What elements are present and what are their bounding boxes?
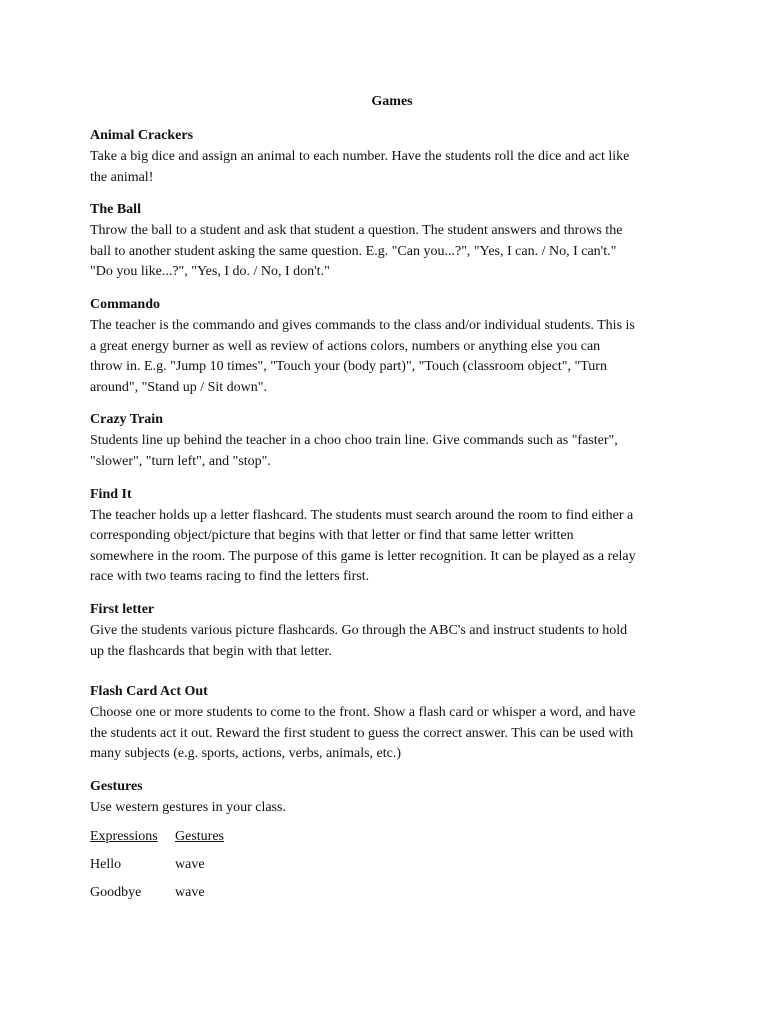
- body-line: "Do you like...?", "Yes, I do. / No, I don't.": [90, 264, 330, 280]
- body-line: corresponding object/picture that begins with that letter or find that same letter written: [90, 528, 574, 544]
- column-header-expressions: Expressions: [90, 829, 158, 845]
- body-line: race with two teams racing to find the letters first.: [90, 569, 370, 585]
- section-heading: Crazy Train: [90, 412, 163, 428]
- section-commando: [90, 296, 690, 398]
- body-line: a great energy burner as well as review of actions colors, numbers or anything else you can: [90, 338, 601, 354]
- table-cell-gesture: wave: [175, 885, 205, 901]
- body-line: throw in. E.g. "Jump 10 times", "Touch your (body part)", "Touch (classroom object", "Turn: [90, 359, 607, 375]
- section-body: [90, 621, 690, 662]
- section-body: [90, 798, 690, 819]
- body-line: the animal!: [90, 169, 154, 185]
- section-body: [90, 316, 690, 398]
- body-line: around", "Stand up / Sit down".: [90, 379, 267, 395]
- section-heading: Gestures: [90, 778, 143, 794]
- section-heading: Find It: [90, 486, 132, 502]
- table-cell-gesture: wave: [175, 857, 205, 873]
- table-header-row: [90, 829, 224, 851]
- table-cell-expression: Hello: [90, 857, 122, 873]
- body-line: Give the students various picture flashcards. Go through the ABC's and instruct students to hold: [90, 622, 628, 638]
- body-line: Choose one or more students to come to the front. Show a flash card or whisper a word, and have: [90, 705, 636, 721]
- body-line: the students act it out. Reward the first student to guess the correct answer. This can be used with: [90, 725, 634, 741]
- table-cell-expression: Goodbye: [90, 885, 142, 901]
- gesture-table: [90, 829, 224, 907]
- section-body: [90, 703, 690, 765]
- section-heading: The Ball: [90, 202, 141, 218]
- section-heading: Flash Card Act Out: [90, 684, 208, 700]
- document-page: [90, 94, 690, 920]
- body-line: somewhere in the room. The purpose of this game is letter recognition. It can be played as a relay: [90, 548, 636, 564]
- section-body: [90, 221, 690, 283]
- section-flash-card-act-out: [90, 683, 690, 765]
- body-line: Use western gestures in your class.: [90, 799, 286, 815]
- section-body: [90, 506, 690, 588]
- column-header-gestures: Gestures: [175, 829, 224, 845]
- section-find-it: [90, 486, 690, 588]
- section-heading: Commando: [90, 296, 161, 312]
- table-row: [90, 879, 224, 907]
- table-row: [90, 851, 224, 879]
- body-line: ball to another student asking the same question. E.g. "Can you...?", "Yes, I can. / No, I can't.": [90, 243, 617, 259]
- section-the-ball: [90, 201, 690, 283]
- body-line: up the flashcards that begin with that letter.: [90, 643, 332, 659]
- body-line: Take a big dice and assign an animal to each number. Have the students roll the dice and act like: [90, 149, 630, 164]
- section-body: [90, 147, 690, 188]
- body-line: many subjects (e.g. sports, actions, verbs, animals, etc.): [90, 746, 402, 762]
- section-body: [90, 431, 690, 472]
- section-heading: First letter: [90, 601, 155, 617]
- section-animal-crackers: [90, 127, 690, 188]
- body-line: The teacher holds up a letter flashcard. The students must search around the room to find either a: [90, 507, 634, 523]
- body-line: "slower", "turn left", and "stop".: [90, 453, 271, 469]
- body-line: Throw the ball to a student and ask that student a question. The student answers and throws the: [90, 223, 623, 239]
- section-heading: Animal Crackers: [90, 128, 194, 143]
- section-crazy-train: [90, 411, 690, 472]
- page-title: Games: [371, 94, 413, 109]
- body-line: Students line up behind the teacher in a choo choo train line. Give commands such as "faster",: [90, 433, 618, 449]
- section-first-letter: [90, 601, 690, 662]
- section-gestures: [90, 778, 690, 908]
- body-line: The teacher is the commando and gives commands to the class and/or individual students. This is: [90, 317, 635, 333]
